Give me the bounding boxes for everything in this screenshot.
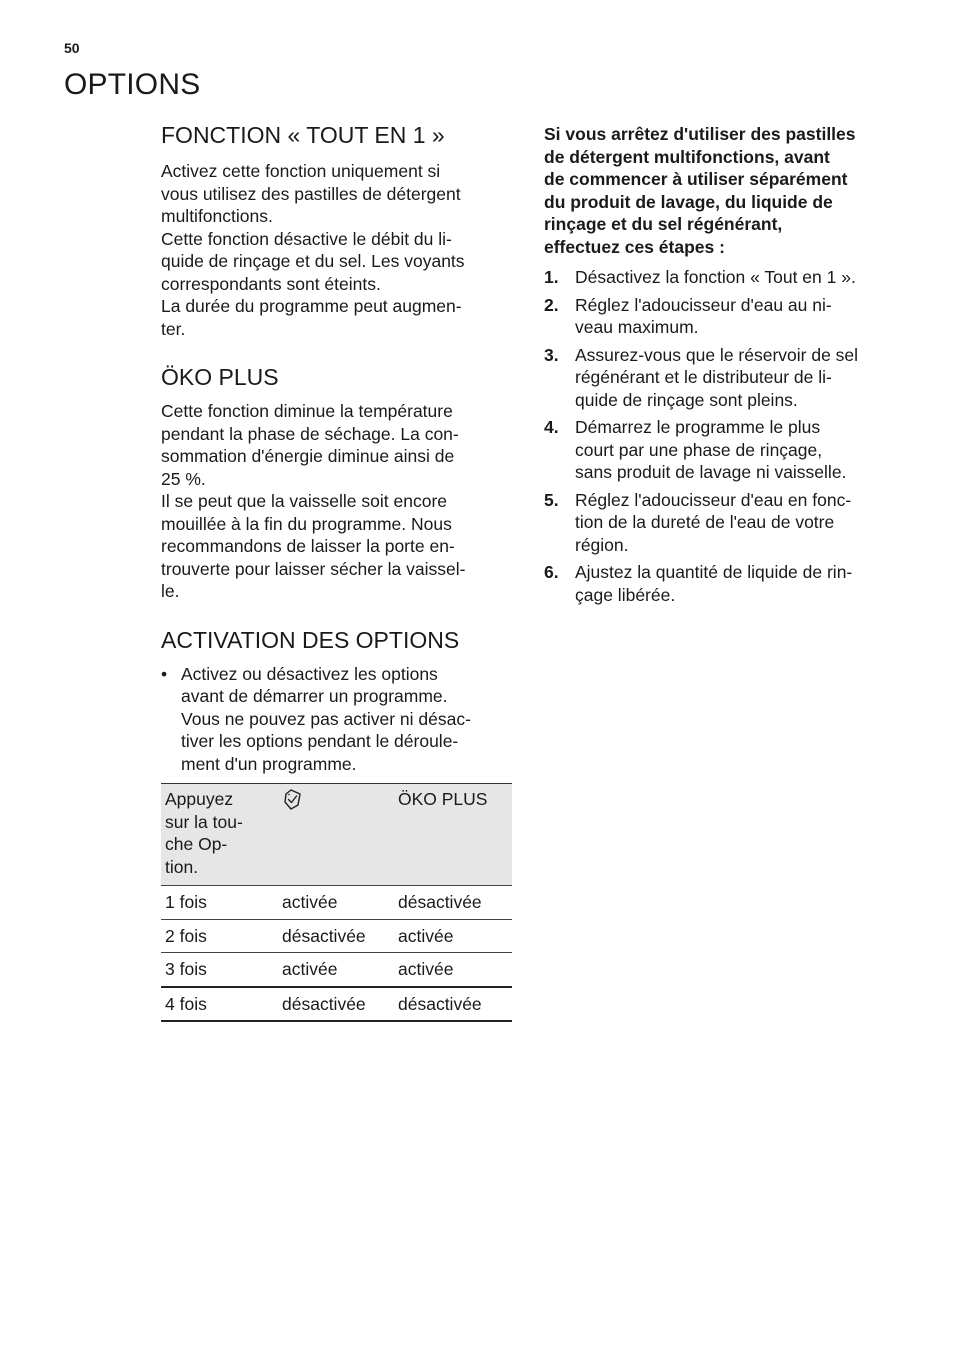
step-number: 1. xyxy=(544,267,559,287)
text-line: La durée du programme peut augmen- xyxy=(161,296,462,316)
procedure-steps xyxy=(544,266,900,606)
cell-presses: 2 fois xyxy=(161,919,278,953)
text-line: région. xyxy=(575,534,629,555)
text-line: effectuez ces étapes : xyxy=(544,236,725,257)
cell-oko-plus: activée xyxy=(394,919,512,953)
list-item xyxy=(544,344,900,412)
text-line: Appuyez xyxy=(165,789,234,809)
text-line: recommandons de laisser la porte en- xyxy=(161,536,455,556)
table-row xyxy=(161,953,512,987)
text-line: de détergent multifonctions, avant xyxy=(544,146,830,167)
header-cell-oko-plus: ÖKO PLUS xyxy=(394,784,512,886)
text-line: sans produit de lavage ni vaisselle. xyxy=(575,462,847,482)
cell-presses: 4 fois xyxy=(161,987,278,1022)
section-oko-plus xyxy=(161,362,513,603)
text-line: régénérant et le distributeur de li- xyxy=(575,367,832,387)
text-line: Ajustez la quantité de liquide de rin- xyxy=(575,562,853,582)
text-line: sommation d'énergie diminue ainsi de xyxy=(161,446,455,466)
text-line: Activez cette fonction uniquement si xyxy=(161,161,441,181)
text-line: çage libérée. xyxy=(575,584,676,605)
text-line: ment d'un programme. xyxy=(181,753,357,774)
procedure-intro xyxy=(544,123,900,258)
text-line: Il se peut que la vaisselle soit encore xyxy=(161,491,447,511)
left-column xyxy=(161,120,513,1022)
text-line: sur la tou- xyxy=(165,811,243,832)
bullet-icon: • xyxy=(161,663,168,684)
step-number: 2. xyxy=(544,294,559,315)
text-line: multifonctions. xyxy=(161,206,273,226)
list-item xyxy=(161,663,513,776)
text-line: court par une phase de rinçage, xyxy=(575,439,823,460)
cell-presses: 1 fois xyxy=(161,886,278,920)
list-item xyxy=(544,489,900,557)
cell-oko-plus: désactivée xyxy=(394,886,512,920)
step-number: 3. xyxy=(544,344,559,365)
section-heading-tout-en-1: FONCTION « TOUT EN 1 » xyxy=(161,122,445,148)
list-item xyxy=(544,294,900,339)
text-line: quide de rinçage sont pleins. xyxy=(575,389,798,410)
section-heading-activation: ACTIVATION DES OPTIONS xyxy=(161,626,460,653)
text-line: le. xyxy=(161,581,180,601)
table-row xyxy=(161,886,512,920)
text-line: ter. xyxy=(161,318,186,339)
text-line: du produit de lavage, du liquide de xyxy=(544,191,833,212)
tout-en-1-description xyxy=(161,160,513,340)
step-number: 5. xyxy=(544,489,559,510)
oko-plus-description xyxy=(161,400,513,603)
cell-tout-en-1: désactivée xyxy=(278,987,394,1022)
text-line: che Op- xyxy=(165,834,228,854)
text-line: avant de démarrer un programme. xyxy=(181,686,448,706)
list-item xyxy=(544,266,900,289)
text-line: 25 %. xyxy=(161,468,206,489)
text-line: tion. xyxy=(165,856,199,877)
section-heading-oko-plus: ÖKO PLUS xyxy=(161,364,279,390)
text-line: quide de rinçage et du sel. Les voyants xyxy=(161,251,465,271)
text-line: pendant la phase de séchage. La con- xyxy=(161,423,459,444)
text-line: Vous ne pouvez pas activer ni désac- xyxy=(181,708,471,729)
cell-oko-plus: désactivée xyxy=(394,987,512,1022)
text-line: rinçage et du sel régénérant, xyxy=(544,214,783,234)
text-line: Désactivez la fonction « Tout en 1 ». xyxy=(575,267,856,287)
cell-tout-en-1: désactivée xyxy=(278,919,394,953)
text-line: Réglez l'adoucisseur d'eau en fonc- xyxy=(575,489,852,510)
table-header-row xyxy=(161,784,512,886)
text-line: Cette fonction diminue la température xyxy=(161,401,453,421)
text-line: Démarrez le programme le plus xyxy=(575,417,821,437)
text-line: correspondants sont éteints. xyxy=(161,273,381,294)
text-line: tion de la dureté de l'eau de votre xyxy=(575,512,835,532)
text-line: trouverte pour laisser sécher la vaissel- xyxy=(161,558,466,579)
text-line: veau maximum. xyxy=(575,317,699,337)
page-number: 50 xyxy=(64,40,80,56)
options-table xyxy=(161,783,512,1022)
list-item xyxy=(544,416,900,484)
text-line: de commencer à utiliser séparément xyxy=(544,169,848,189)
cell-tout-en-1: activée xyxy=(278,953,394,987)
text-line: mouillée à la fin du programme. Nous xyxy=(161,513,452,534)
header-cell-presses xyxy=(161,784,278,886)
multitab-icon xyxy=(282,788,304,810)
page-title: OPTIONS xyxy=(64,68,201,101)
table-row xyxy=(161,919,512,953)
step-number: 4. xyxy=(544,417,559,437)
table-row xyxy=(161,987,512,1022)
text-line: tiver les options pendant le déroule- xyxy=(181,731,459,751)
text-line: Assurez-vous que le réservoir de sel xyxy=(575,344,859,365)
text-line: Si vous arrêtez d'utiliser des pastilles xyxy=(544,124,856,144)
step-number: 6. xyxy=(544,562,559,582)
cell-oko-plus: activée xyxy=(394,953,512,987)
list-item xyxy=(544,561,900,606)
text-line: Réglez l'adoucisseur d'eau au ni- xyxy=(575,294,832,315)
section-activation xyxy=(161,625,513,1023)
text-line: Activez ou désactivez les options xyxy=(181,663,438,684)
header-cell-tout-en-1 xyxy=(278,784,394,886)
text-line: vous utilisez des pastilles de détergent xyxy=(161,183,461,204)
cell-presses: 3 fois xyxy=(161,953,278,987)
section-tout-en-1 xyxy=(161,120,513,340)
right-column xyxy=(544,123,900,611)
activation-bullet-list xyxy=(161,663,513,776)
cell-tout-en-1: activée xyxy=(278,886,394,920)
text-line: Cette fonction désactive le débit du li- xyxy=(161,228,452,249)
